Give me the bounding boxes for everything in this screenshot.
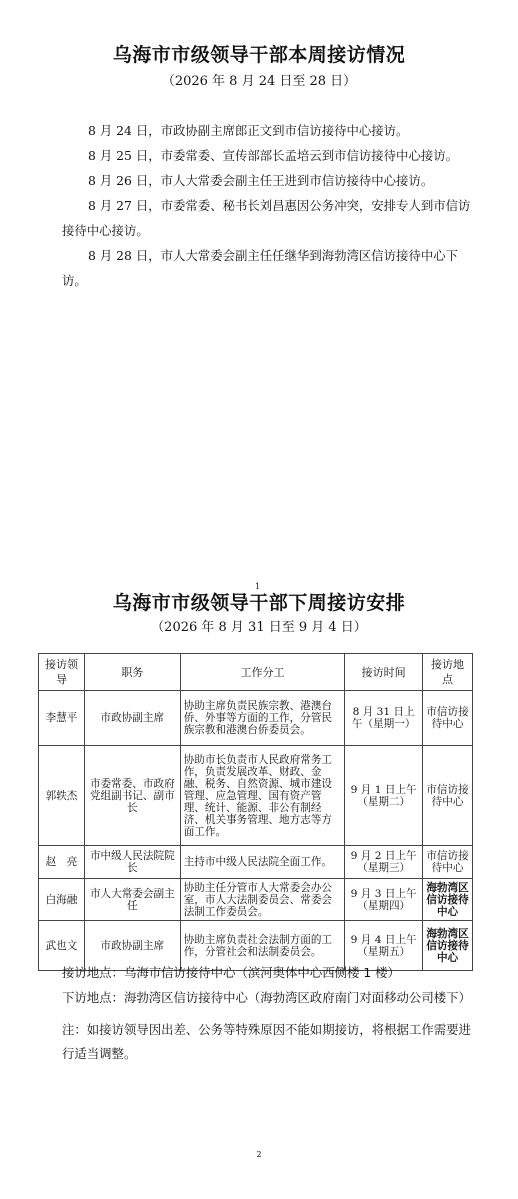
week1-title: 乌海市市级领导干部本周接访情况 bbox=[112, 44, 406, 66]
table-row bbox=[39, 691, 473, 746]
note-visit-location: 接访地点：乌海市信访接待中心（滨河奥体中心西侧楼 1 楼） bbox=[62, 965, 400, 980]
cell-position: 市政协副主席 bbox=[84, 691, 180, 746]
cell-leader: 郭轶杰 bbox=[39, 746, 85, 846]
cell-place: 海勃湾区信访接待中心 bbox=[423, 879, 473, 921]
cell-position: 市中级人民法院院长 bbox=[84, 846, 180, 879]
cell-leader: 赵 亮 bbox=[39, 846, 85, 879]
cell-duties: 协助主席负责社会法制方面的工作，分管社会和法制委员会。 bbox=[180, 921, 345, 971]
week2-title: 乌海市市级领导干部下周接访安排 bbox=[112, 592, 406, 614]
table-header-row bbox=[39, 654, 473, 691]
cell-position: 市政协副主席 bbox=[84, 921, 180, 971]
week1-paragraphs bbox=[62, 118, 472, 293]
header-position: 职务 bbox=[84, 654, 180, 691]
page-number: 2 bbox=[256, 1150, 262, 1159]
cell-place: 市信访接待中心 bbox=[423, 691, 473, 746]
header-leader: 接访领导 bbox=[39, 654, 85, 691]
table-row bbox=[39, 879, 473, 921]
schedule-table bbox=[38, 653, 473, 971]
note-adjustment: 注：如接访领导因出差、公务等特殊原因不能如期接访，将根据工作需要进行适当调整。 bbox=[62, 1022, 471, 1061]
week1-subtitle: （2026 年 8 月 24 日至 28 日） bbox=[161, 74, 357, 89]
cell-leader: 武也文 bbox=[39, 921, 85, 971]
cell-place: 市信访接待中心 bbox=[423, 746, 473, 846]
header-duties: 工作分工 bbox=[180, 654, 345, 691]
cell-duties: 主持市中级人民法院全面工作。 bbox=[180, 846, 345, 879]
cell-time: 9 月 2 日上午（星期三） bbox=[345, 846, 423, 879]
cell-time: 8 月 31 日上午（星期一） bbox=[345, 691, 423, 746]
paragraph-2: 8 月 25 日，市委常委、宣传部部长孟培云到市信访接待中心接访。 bbox=[88, 148, 459, 163]
paragraph-3: 8 月 26 日，市人大常委会副主任王进到市信访接待中心接访。 bbox=[88, 173, 434, 188]
table-row bbox=[39, 846, 473, 879]
paragraph-4: 8 月 27 日，市委常委、秘书长刘昌惠因公务冲突，安排专人到市信访接待中心接访。 bbox=[62, 198, 471, 238]
cell-duties: 协助主席负责民族宗教、港澳台侨、外事等方面的工作，分管民族宗教和港澳台侨委员会。 bbox=[180, 691, 345, 746]
header-time: 接访时间 bbox=[345, 654, 423, 691]
page-mark: 1 bbox=[255, 582, 261, 591]
notes-block bbox=[62, 962, 482, 1066]
cell-duties: 协助主任分管市人大常委会办公室，市人大法制委员会、常委会法制工作委员会。 bbox=[180, 879, 345, 921]
cell-time: 9 月 4 日上午（星期五） bbox=[345, 921, 423, 971]
cell-time: 9 月 1 日上午（星期二） bbox=[345, 746, 423, 846]
cell-place: 海勃湾区信访接待中心 bbox=[423, 921, 473, 971]
cell-leader: 白海融 bbox=[39, 879, 85, 921]
paragraph-5: 8 月 28 日，市人大常委会副主任任继华到海勃湾区信访接待中心下访。 bbox=[62, 248, 459, 288]
cell-leader: 李慧平 bbox=[39, 691, 85, 746]
paragraph-1: 8 月 24 日，市政协副主席郎正文到市信访接待中心接访。 bbox=[88, 123, 409, 138]
cell-duties: 协助市长负责市人民政府常务工作，负责发展改革、财政、金融、税务、自然资源、城市建设管理、应急管理、国有资产管理、统计、能源、非公有制经济、机关事务管理、地方志等方面工作。 bbox=[180, 746, 345, 846]
table-row bbox=[39, 746, 473, 846]
cell-place: 市信访接待中心 bbox=[423, 846, 473, 879]
cell-time: 9 月 3 日上午（星期四） bbox=[345, 879, 423, 921]
header-place: 接访地点 bbox=[423, 654, 473, 691]
note-down-visit-location: 下访地点：海勃湾区信访接待中心（海勃湾区政府南门对面移动公司楼下） bbox=[62, 990, 471, 1005]
week2-subtitle: （2026 年 8 月 31 日至 9 月 4 日） bbox=[151, 620, 367, 635]
cell-position: 市委常委、市政府党组副书记、副市长 bbox=[84, 746, 180, 846]
cell-position: 市人大常委会副主任 bbox=[84, 879, 180, 921]
